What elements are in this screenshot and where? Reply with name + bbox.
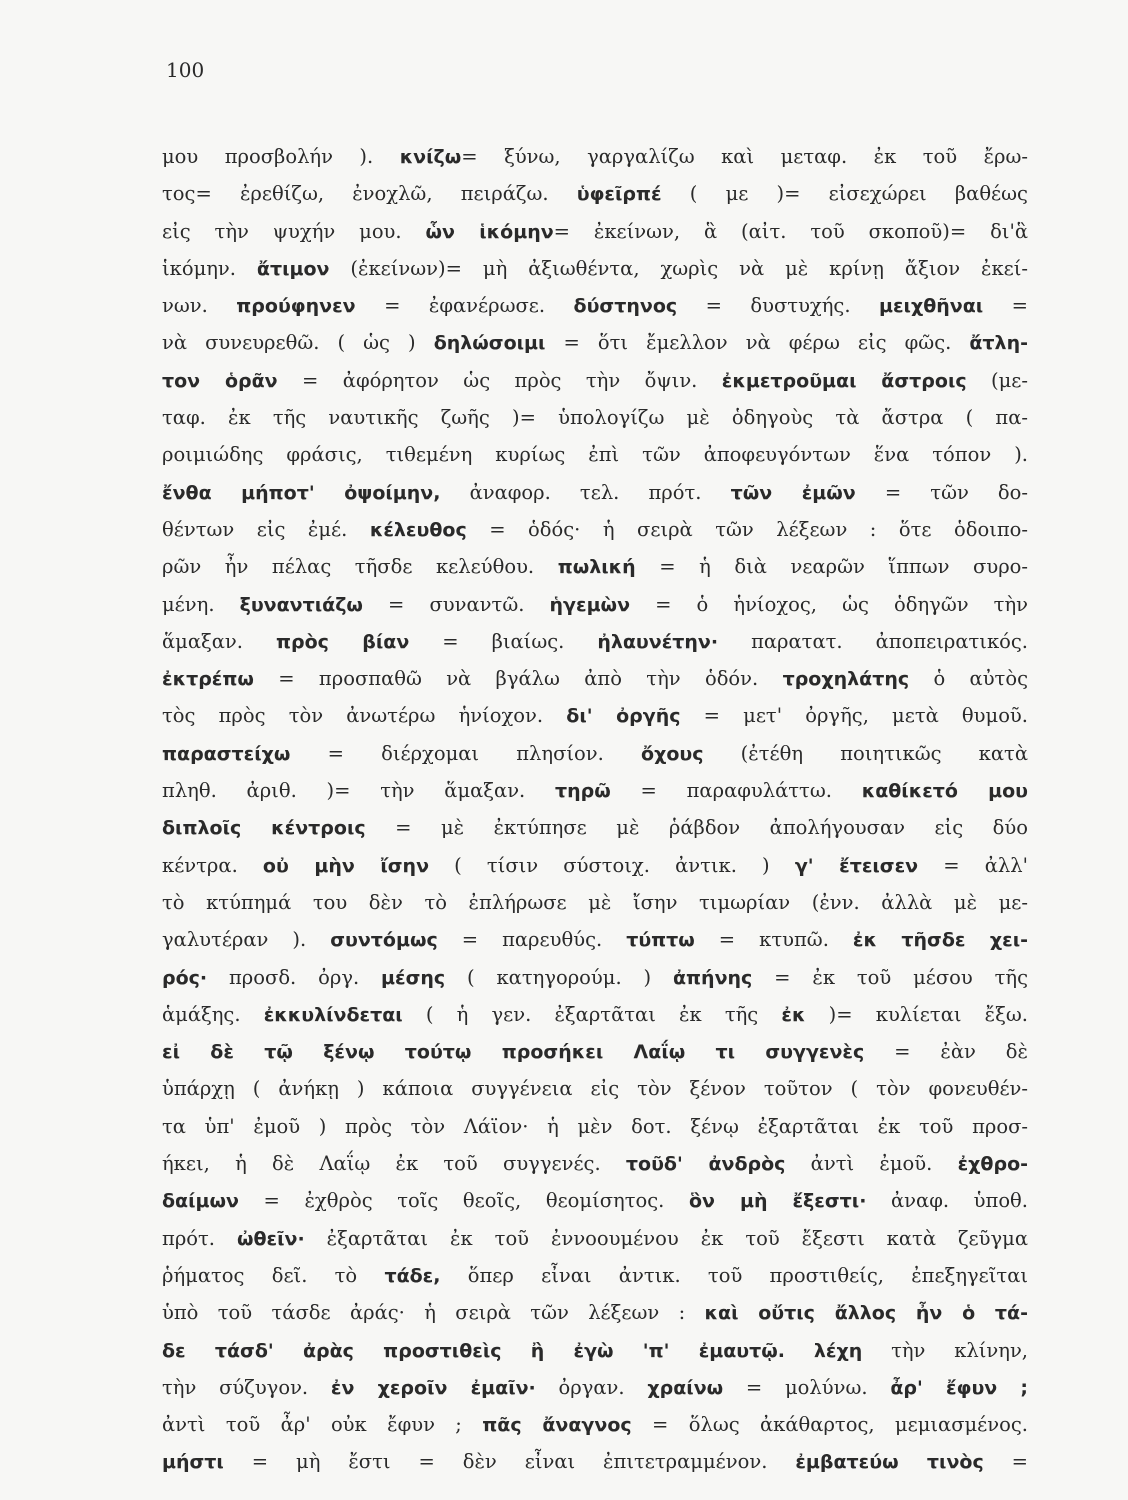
text-line (162, 138, 1028, 175)
gloss-text: προσδ. ὀργ. (207, 965, 382, 989)
lemma-term: ἐκτρέπω (162, 668, 254, 691)
text-line (162, 772, 1028, 809)
text-line (162, 847, 1028, 884)
gloss-text: ροιμιώδης φράσις, τιθεμένη κυρίως ἐπὶ τῶν ἀποφευγόντων ἕνα τόπον ). (162, 443, 1028, 467)
gloss-text: = μετ' ὀργῆς, μετὰ θυμοῦ. (680, 704, 1028, 728)
text-line (162, 697, 1028, 734)
lemma-term: ὑφεῖρπέ (576, 183, 662, 206)
lemma-term: δι' ὀργῆς (566, 705, 681, 728)
gloss-text: ταφ. ἐκ τῆς ναυτικῆς ζωῆς )= ὑπολογίζω μὲ ὁδηγοὺς τὰ ἄστρα ( πα- (162, 406, 1028, 430)
text-line (162, 1294, 1028, 1331)
lemma-term: τύπτω (626, 929, 695, 952)
gloss-text: ὡς (363, 331, 390, 355)
gloss-text: ( με )= εἰσεχώρει βαθέως (661, 182, 1028, 206)
text-line (162, 1070, 1028, 1107)
gloss-text: ( ἡ γεν. ἐξαρτᾶται ἐκ τῆς (402, 1002, 782, 1026)
text-line (162, 996, 1028, 1033)
gloss-text: (ἐτέθη ποιητικῶς κατὰ (703, 741, 1028, 765)
text-line (162, 474, 1028, 511)
text-line (162, 324, 1028, 361)
text-line (162, 1220, 1028, 1257)
lemma-term: διπλοῖς κέντροις (162, 817, 366, 840)
gloss-text: ὑπάρχῃ ( ἀνήκῃ ) κάποια συγγένεια εἰς τὸν ξένον τοῦτον ( τὸν φονευθέν- (162, 1077, 1028, 1101)
lemma-term: ἐκ (781, 1003, 806, 1026)
text-line (162, 175, 1028, 212)
text-line (162, 809, 1028, 846)
page-number: 100 (166, 58, 205, 82)
gloss-text: πληθ. ἀριθ. )= τὴν ἅμαξαν. (162, 779, 555, 803)
gloss-text: μου προσβολήν ). (162, 145, 400, 168)
gloss-text: )= κυλίεται ἔξω. (805, 1002, 1028, 1026)
gloss-text: = μὲ ἐκτύπησε μὲ ῥάβδον ἀπολήγουσαν εἰς δύο (365, 816, 1028, 840)
gloss-text: ὅπερ εἶναι ἀντικ. τοῦ προστιθείς, ἐπεξηγεῖται (440, 1263, 1028, 1287)
lemma-term: ἐμβατεύω τινὸς (795, 1451, 984, 1474)
text-line (162, 362, 1028, 399)
gloss-text: = ὁ ἡνίοχος, ὡς ὁδηγῶν τὴν (630, 592, 1028, 616)
lemma-term: παραστείχω (162, 742, 291, 765)
gloss-text: ἀντὶ τοῦ ἆρ' οὐκ ἔφυν ; (162, 1413, 483, 1437)
lemma-term: ἐν χεροῖν ἐμαῖν· (330, 1376, 536, 1399)
lemma-term: ὧν ἱκόμην (425, 220, 554, 243)
gloss-text: = ἐφανέρωσε. (355, 294, 574, 318)
lemma-term: ἄτιμον (256, 257, 330, 280)
text-line (162, 287, 1028, 324)
lemma-term: δαίμων (162, 1190, 239, 1213)
lemma-term: κέλευθος (369, 518, 467, 541)
lemma-term: λέχη (813, 1339, 863, 1362)
gloss-text: = παραφυλάττω. (610, 779, 862, 803)
text-line (162, 586, 1028, 623)
lemma-term: προύφηνεν (236, 295, 356, 318)
lemma-term: τροχηλάτης (782, 668, 910, 691)
body-text (162, 138, 1028, 1481)
gloss-text: (ἐκείνων)= μὴ ἀξιωθέντα, χωρὶς νὰ μὲ κρίνῃ ἄξιον ἐκεί- (329, 256, 1028, 280)
lemma-term: ὃν μὴ ἔξεστι· (688, 1190, 867, 1213)
text-line (162, 1406, 1028, 1443)
lemma-term: μήστι (162, 1451, 224, 1474)
text-line (162, 399, 1028, 436)
text-line (162, 1257, 1028, 1294)
lemma-term: πωλική (557, 556, 636, 579)
text-line (162, 884, 1028, 921)
gloss-text: = βιαίως. (409, 629, 598, 653)
lemma-term: ὄχους (641, 742, 704, 765)
gloss-text: = προσπαθῶ νὰ βγάλω ἀπὸ τὴν ὁδόν. (253, 667, 783, 691)
gloss-text: ( τίσιν σύστοιχ. ἀντικ. ) (429, 853, 795, 877)
lemma-term: ἐκμετροῦμαι ἄστροις (721, 369, 967, 392)
text-line (162, 1443, 1028, 1480)
lemma-term: χραίνω (647, 1376, 724, 1399)
lemma-term: τον ὁρᾶν (162, 369, 278, 392)
lemma-term: δε τάσδ' ἀρὰς προστιθεὶς ἢ ἐγὼ 'π' ἐμαυτῷ. (162, 1339, 785, 1362)
gloss-text: τος= ἐρεθίζω, ἐνοχλῶ, πειράζω. (162, 182, 577, 206)
text-line (162, 1182, 1028, 1219)
lemma-term: γ' ἔτεισεν (794, 854, 919, 877)
lemma-term: ἐχθρο- (957, 1153, 1028, 1176)
lemma-term: κνίζω (399, 146, 462, 168)
text-line (162, 623, 1028, 660)
gloss-text: τὸς πρὸς τὸν ἀνωτέρω ἡνίοχον. (162, 704, 567, 728)
lemma-term: καὶ οὔτις ἄλλος ἦν ὁ τά- (704, 1302, 1028, 1325)
lemma-term: τῶν ἐμῶν (730, 481, 856, 504)
text-line (162, 511, 1028, 548)
gloss-text: κέντρα. (162, 853, 263, 877)
text-line (162, 921, 1028, 958)
lemma-term: ἐκ τῆσδε χει- (852, 929, 1028, 952)
gloss-text: τὴν σύζυγον. (162, 1375, 331, 1399)
gloss-text: = παρευθύς. (437, 928, 627, 952)
text-line (162, 735, 1028, 772)
gloss-text: ὁ αὐτὸς (909, 667, 1028, 691)
text-line (162, 660, 1028, 697)
gloss-text: = ξύνω, γαργαλίζω καὶ μεταφ. ἐκ τοῦ ἔρω- (461, 145, 1028, 168)
lemma-term: τηρῶ (555, 780, 611, 803)
text-line (162, 213, 1028, 250)
lemma-term: τάδε, (384, 1264, 441, 1287)
gloss-text: ἀντὶ ἐμοῦ. (785, 1152, 958, 1176)
gloss-text: νων. (162, 294, 237, 318)
gloss-text: παρατατ. ἀποπειρατικός. (718, 629, 1028, 653)
gloss-text: (με- (966, 368, 1028, 392)
lemma-term: μέσης (381, 966, 446, 989)
lemma-term: ἐκκυλίνδεται (263, 1003, 403, 1026)
gloss-text: ( κατηγορούμ. ) (445, 965, 673, 989)
lemma-term: καθίκετό μου (861, 780, 1028, 803)
gloss-text: = ἡ διὰ νεαρῶν ἵππων συρο- (635, 555, 1028, 579)
gloss-text: μένη. (162, 592, 240, 616)
gloss-text: = ἐκείνων, ἃ (αἰτ. τοῦ σκοποῦ)= δι'ἃ (553, 219, 1028, 243)
gloss-text: ὑπὸ τοῦ τάσδε ἀράς· ἡ σειρὰ τῶν λέξεων : (162, 1301, 705, 1325)
gloss-text: ἐξαρτᾶται ἐκ τοῦ ἐννοουμένου ἐκ τοῦ ἔξεστι κατὰ ζεῦγμα (304, 1226, 1028, 1250)
gloss-text: εἰς τὴν ψυχήν μου. (162, 219, 426, 243)
lemma-term: πᾶς ἄναγνος (482, 1414, 632, 1437)
text-line (162, 959, 1028, 996)
lemma-term: ἔνθα μήποτ' ὀψοίμην, (162, 481, 441, 504)
gloss-text: ῥήματος δεῖ. τὸ (162, 1263, 385, 1287)
text-line (162, 1369, 1028, 1406)
text-line (162, 1033, 1028, 1070)
gloss-text: ήκει, ἡ δὲ Λαΐῳ ἐκ τοῦ συγγενές. (162, 1152, 626, 1176)
gloss-text: = ἐκ τοῦ μέσου τῆς (752, 965, 1028, 989)
text-line (162, 1108, 1028, 1145)
text-line (162, 1332, 1028, 1369)
gloss-text: γαλυτέραν ). (162, 928, 331, 952)
gloss-text: τὴν κλίνην, (862, 1338, 1028, 1362)
lemma-term: δύστηνος (573, 295, 678, 318)
text-line (162, 548, 1028, 585)
gloss-text: ἱκόμην. (162, 256, 257, 280)
text-line (162, 1145, 1028, 1182)
gloss-text: = ὁδός· ἡ σειρὰ τῶν λέξεων : ὅτε ὁδοιπο- (466, 517, 1028, 541)
gloss-text: = ἀλλ' (918, 853, 1028, 877)
gloss-text: θέντων εἰς ἐμέ. (162, 517, 370, 541)
gloss-text: = (983, 1450, 1028, 1474)
gloss-text (785, 1339, 814, 1362)
lemma-term: ξυναντιάζω (239, 593, 363, 616)
gloss-text: = κτυπῶ. (694, 928, 853, 952)
gloss-text: = τῶν δο- (855, 480, 1028, 504)
gloss-text: = μὴ ἔστι = δὲν εἶναι ἐπιτετραμμένον. (223, 1450, 796, 1474)
gloss-text: τὸ κτύπημά του δὲν τὸ ἐπλήρωσε μὲ ἴσην τιμωρίαν (ἐνν. ἀλλὰ μὲ με- (162, 890, 1028, 914)
gloss-text: ἅμαξαν. (162, 629, 276, 653)
gloss-text: ὀργαν. (535, 1375, 648, 1399)
gloss-text: = ἐχθρὸς τοῖς θεοῖς, θεομίσητος. (238, 1189, 689, 1213)
gloss-text: ρῶν ἦν πέλας τῆσδε κελεύθου. (162, 555, 558, 579)
lemma-term: ὠθεῖν· (236, 1227, 305, 1250)
lemma-term: τοῦδ' ἀνδρὸς (625, 1153, 786, 1176)
lemma-term: ἆρ' ἔφυν ; (890, 1376, 1028, 1399)
lemma-term: ἀπήνης (672, 966, 753, 989)
gloss-text: = μολύνω. (723, 1375, 891, 1399)
gloss-text: πρότ. (162, 1226, 237, 1250)
gloss-text: τα ὑπ' ἐμοῦ ) πρὸς τὸν Λάϊον· ἡ μὲν δοτ. ξένῳ ἐξαρτᾶται ἐκ τοῦ προσ- (162, 1114, 1028, 1138)
lemma-term: ρός· (162, 966, 208, 989)
gloss-text: ) (389, 331, 434, 355)
lemma-term: δηλώσοιμι (433, 332, 546, 355)
gloss-text: = διέρχομαι πλησίον. (290, 741, 642, 765)
gloss-text: = συναντῶ. (362, 592, 550, 616)
lemma-term: οὐ μὴν ἴσην (262, 854, 430, 877)
gloss-text: = δυστυχής. (677, 294, 879, 318)
gloss-text: νὰ συνευρεθῶ. ( (162, 331, 364, 355)
gloss-text: ἀναφ. ὑποθ. (866, 1189, 1028, 1213)
lemma-term: συντόμως (330, 929, 438, 952)
gloss-text: = ἐὰν δὲ (864, 1040, 1028, 1064)
lemma-term: πρὸς βίαν (275, 630, 410, 653)
lemma-term: ἄτλη- (969, 332, 1028, 355)
gloss-text: ἁμάξης. (162, 1002, 264, 1026)
gloss-text: = ὅτι ἔμελλον νὰ φέρω εἰς φῶς. (545, 331, 970, 355)
text-line (162, 250, 1028, 287)
gloss-text: = (983, 294, 1028, 318)
text-line (162, 436, 1028, 473)
lemma-term: ἠλαυνέτην· (597, 630, 719, 653)
lemma-term: εἰ δὲ τῷ ξένῳ τούτῳ προσήκει Λαΐῳ τι συγγενὲς (162, 1041, 865, 1064)
gloss-text: = ἀφόρητον ὡς πρὸς τὴν ὄψιν. (277, 368, 722, 392)
lemma-term: μειχθῆναι (879, 295, 984, 318)
gloss-text: = ὅλως ἀκάθαρτος, μεμιασμένος. (631, 1413, 1028, 1437)
lemma-term: ἡγεμὼν (549, 593, 631, 616)
gloss-text: ἀναφορ. τελ. πρότ. (440, 480, 731, 504)
